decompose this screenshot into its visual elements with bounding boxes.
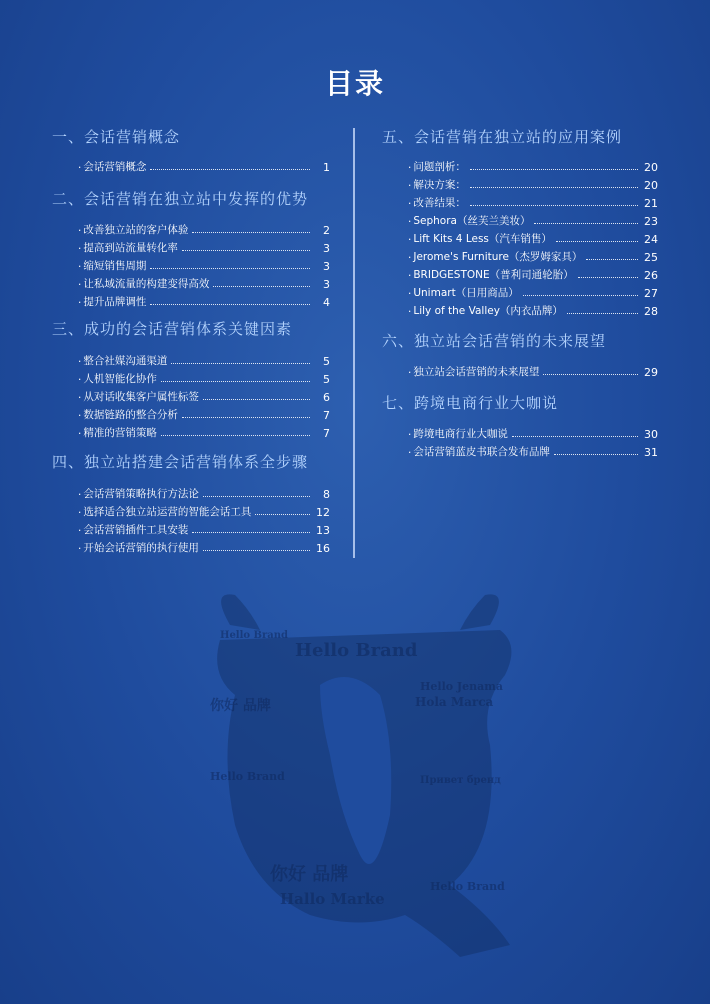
toc-entry-page: 7 bbox=[323, 409, 330, 422]
bullet-icon: · bbox=[78, 243, 82, 255]
toc-entry-label: 数据链路的整合分析 bbox=[83, 409, 178, 421]
toc-entry-page: 8 bbox=[323, 488, 330, 501]
dot-leader bbox=[203, 496, 310, 497]
toc-entry-page: 4 bbox=[323, 296, 330, 309]
toc-entry-page: 26 bbox=[644, 269, 658, 282]
toc-section bbox=[52, 126, 330, 174]
toc-entry[interactable] bbox=[78, 386, 330, 404]
toc-entry[interactable] bbox=[78, 156, 330, 174]
toc-entry-page: 31 bbox=[644, 446, 658, 459]
toc-entry-label: BRIDGESTONE（普利司通轮胎） bbox=[413, 269, 574, 281]
toc-entry-page: 5 bbox=[323, 355, 330, 368]
toc-entry-label: 改善结果： bbox=[413, 197, 466, 209]
dot-leader bbox=[150, 304, 310, 305]
bullet-icon: · bbox=[78, 525, 82, 537]
toc-entry[interactable] bbox=[408, 264, 658, 282]
toc-entry-page: 2 bbox=[323, 224, 330, 237]
toc-entry-label: 跨境电商行业大咖说 bbox=[413, 428, 508, 440]
toc-entry[interactable] bbox=[408, 210, 658, 228]
toc-entry-label: 提高到站流量转化率 bbox=[83, 242, 178, 254]
dot-leader bbox=[470, 205, 638, 206]
dot-leader bbox=[470, 169, 638, 170]
dot-leader bbox=[543, 374, 638, 375]
toc-entry-page: 1 bbox=[323, 161, 330, 174]
toc-entry-label: Sephora（丝芙兰美妆） bbox=[413, 215, 531, 227]
toc-entry[interactable] bbox=[78, 255, 330, 273]
toc-entry-label: 精准的营销策略 bbox=[83, 427, 157, 439]
section-heading: 六、独立站会话营销的未来展望 bbox=[382, 332, 607, 350]
toc-entry-page: 23 bbox=[644, 215, 658, 228]
bullet-icon: · bbox=[78, 543, 82, 555]
wordcloud-word: Hola Marca bbox=[415, 695, 494, 709]
toc-entry-page: 28 bbox=[644, 305, 658, 318]
dot-leader bbox=[470, 187, 638, 188]
toc-entry-label: 整合社媒沟通渠道 bbox=[83, 355, 168, 367]
toc-entry-label: 选择适合独立站运营的智能会话工具 bbox=[83, 506, 252, 518]
dot-leader bbox=[182, 417, 310, 418]
dot-leader bbox=[192, 532, 310, 533]
toc-entry-page: 6 bbox=[323, 391, 330, 404]
toc-entry-page: 25 bbox=[644, 251, 658, 264]
toc-entry[interactable] bbox=[408, 282, 658, 300]
toc-entry[interactable] bbox=[408, 246, 658, 264]
toc-entry-label: Jerome's Furniture（杰罗姆家具） bbox=[413, 251, 583, 263]
brand-mascot-wordcloud bbox=[190, 585, 530, 965]
dot-leader bbox=[150, 169, 310, 170]
bullet-icon: · bbox=[78, 489, 82, 501]
wordcloud-word: Привет бренд bbox=[420, 775, 501, 786]
bullet-icon: · bbox=[78, 279, 82, 291]
toc-entry[interactable] bbox=[78, 291, 330, 309]
bullet-icon: · bbox=[78, 356, 82, 368]
wordcloud-word: Hello Jenama bbox=[420, 680, 504, 693]
bullet-icon: · bbox=[408, 162, 412, 174]
toc-entry[interactable] bbox=[408, 441, 658, 459]
toc-entry-label: 会话营销蓝皮书联合发布品牌 bbox=[413, 446, 550, 458]
bullet-icon: · bbox=[78, 225, 82, 237]
bullet-icon: · bbox=[408, 447, 412, 459]
bullet-icon: · bbox=[78, 410, 82, 422]
toc-entry-page: 16 bbox=[316, 542, 330, 555]
toc-entry-label: 缩短销售周期 bbox=[83, 260, 147, 272]
toc-entry-label: 独立站会话营销的未来展望 bbox=[413, 366, 540, 378]
toc-entry-page: 20 bbox=[644, 161, 658, 174]
bullet-icon: · bbox=[408, 198, 412, 210]
toc-section bbox=[52, 318, 330, 440]
toc-entry-label: Lift Kits 4 Less（汽车销售） bbox=[413, 233, 552, 245]
toc-entry[interactable] bbox=[408, 192, 658, 210]
toc-entry-page: 29 bbox=[644, 366, 658, 379]
toc-entry[interactable] bbox=[78, 483, 330, 501]
section-heading: 一、会话营销概念 bbox=[52, 128, 181, 146]
dot-leader bbox=[192, 232, 310, 233]
dot-leader bbox=[213, 286, 310, 287]
toc-entry-label: 解决方案： bbox=[413, 179, 466, 191]
toc-entry[interactable] bbox=[408, 423, 658, 441]
toc-entry[interactable] bbox=[408, 156, 658, 174]
wordcloud-word: Hello Brand bbox=[430, 880, 505, 893]
bullet-icon: · bbox=[408, 180, 412, 192]
toc-section bbox=[382, 330, 658, 379]
dot-leader bbox=[161, 381, 310, 382]
bullet-icon: · bbox=[78, 374, 82, 386]
dot-leader bbox=[554, 454, 638, 455]
section-heading: 二、会话营销在独立站中发挥的优势 bbox=[52, 190, 309, 208]
bullet-icon: · bbox=[78, 297, 82, 309]
dot-leader bbox=[161, 435, 310, 436]
toc-entry[interactable] bbox=[78, 422, 330, 440]
toc-entry[interactable] bbox=[78, 519, 330, 537]
dot-leader bbox=[150, 268, 310, 269]
bullet-icon: · bbox=[78, 261, 82, 273]
toc-entry[interactable] bbox=[408, 174, 658, 192]
bullet-icon: · bbox=[408, 270, 412, 282]
section-heading: 七、跨境电商行业大咖说 bbox=[382, 394, 559, 412]
bullet-icon: · bbox=[408, 216, 412, 228]
toc-entry-page: 3 bbox=[323, 278, 330, 291]
toc-entry[interactable] bbox=[78, 273, 330, 291]
toc-entry-page: 21 bbox=[644, 197, 658, 210]
bullet-icon: · bbox=[408, 367, 412, 379]
page-title: 目录 bbox=[324, 67, 385, 100]
bullet-icon: · bbox=[78, 162, 82, 174]
toc-entry-label: 让私域流量的构建变得高效 bbox=[83, 278, 210, 290]
toc-entry-label: 会话营销概念 bbox=[83, 161, 147, 173]
dot-leader bbox=[171, 363, 310, 364]
dot-leader bbox=[567, 313, 638, 314]
wordcloud-word: Hello Brand bbox=[295, 640, 418, 661]
toc-entry-label: Unimart（日用商品） bbox=[413, 287, 519, 299]
toc-entry-label: 开始会话营销的执行使用 bbox=[83, 542, 199, 554]
dot-leader bbox=[534, 223, 638, 224]
toc-section bbox=[382, 392, 658, 459]
toc-entry-label: 问题剖析： bbox=[413, 161, 466, 173]
dot-leader bbox=[578, 277, 638, 278]
section-heading: 四、独立站搭建会话营销体系全步骤 bbox=[52, 453, 309, 471]
toc-section bbox=[52, 188, 330, 309]
toc-entry-label: 提升品牌调性 bbox=[83, 296, 147, 308]
toc-entry[interactable] bbox=[78, 237, 330, 255]
toc-entry-page: 27 bbox=[644, 287, 658, 300]
bullet-icon: · bbox=[78, 392, 82, 404]
toc-section bbox=[52, 451, 330, 555]
toc-entry-label: 会话营销插件工具安装 bbox=[83, 524, 189, 536]
toc-entry-label: 会话营销策略执行方法论 bbox=[83, 488, 199, 500]
section-heading: 三、成功的会话营销体系关键因素 bbox=[52, 320, 293, 338]
wordcloud-word: 你好 品牌 bbox=[270, 864, 349, 885]
toc-entry-label: 改善独立站的客户体验 bbox=[83, 224, 189, 236]
dot-leader bbox=[556, 241, 638, 242]
toc-entry-page: 12 bbox=[316, 506, 330, 519]
toc-section bbox=[382, 126, 658, 318]
column-divider bbox=[353, 128, 355, 558]
dot-leader bbox=[523, 295, 638, 296]
bullet-icon: · bbox=[78, 507, 82, 519]
wordcloud-word: Hello Brand bbox=[210, 770, 285, 783]
toc-entry-page: 7 bbox=[323, 427, 330, 440]
toc-entry[interactable] bbox=[78, 404, 330, 422]
dot-leader bbox=[203, 550, 310, 551]
toc-entry[interactable] bbox=[78, 537, 330, 555]
toc-entry-page: 3 bbox=[323, 260, 330, 273]
bullet-icon: · bbox=[408, 252, 412, 264]
toc-entry[interactable] bbox=[408, 300, 658, 318]
toc-entry-page: 20 bbox=[644, 179, 658, 192]
dot-leader bbox=[512, 436, 638, 437]
toc-entry[interactable] bbox=[408, 361, 658, 379]
bullet-icon: · bbox=[408, 306, 412, 318]
toc-entry[interactable] bbox=[78, 501, 330, 519]
wordcloud-word: Hallo Marke bbox=[280, 890, 385, 908]
toc-entry[interactable] bbox=[78, 350, 330, 368]
bullet-icon: · bbox=[408, 234, 412, 246]
dot-leader bbox=[203, 399, 310, 400]
toc-entry-label: 人机智能化协作 bbox=[83, 373, 157, 385]
toc-entry-page: 24 bbox=[644, 233, 658, 246]
toc-entry-page: 3 bbox=[323, 242, 330, 255]
toc-entry-page: 13 bbox=[316, 524, 330, 537]
bullet-icon: · bbox=[78, 428, 82, 440]
bullet-icon: · bbox=[408, 288, 412, 300]
dot-leader bbox=[586, 259, 638, 260]
wordcloud-word: 你好 品牌 bbox=[210, 698, 271, 714]
toc-entry-label: 从对话收集客户属性标签 bbox=[83, 391, 199, 403]
toc-entry-label: Lily of the Valley（内衣品牌） bbox=[413, 305, 563, 317]
toc-entry[interactable] bbox=[78, 219, 330, 237]
toc-entry-page: 5 bbox=[323, 373, 330, 386]
toc-entry-page: 30 bbox=[644, 428, 658, 441]
toc-entry[interactable] bbox=[78, 368, 330, 386]
section-heading: 五、会话营销在独立站的应用案例 bbox=[382, 128, 623, 146]
dot-leader bbox=[255, 514, 310, 515]
bullet-icon: · bbox=[408, 429, 412, 441]
wordcloud-word: Hello Brand bbox=[220, 630, 289, 641]
toc-entry[interactable] bbox=[408, 228, 658, 246]
dot-leader bbox=[182, 250, 310, 251]
